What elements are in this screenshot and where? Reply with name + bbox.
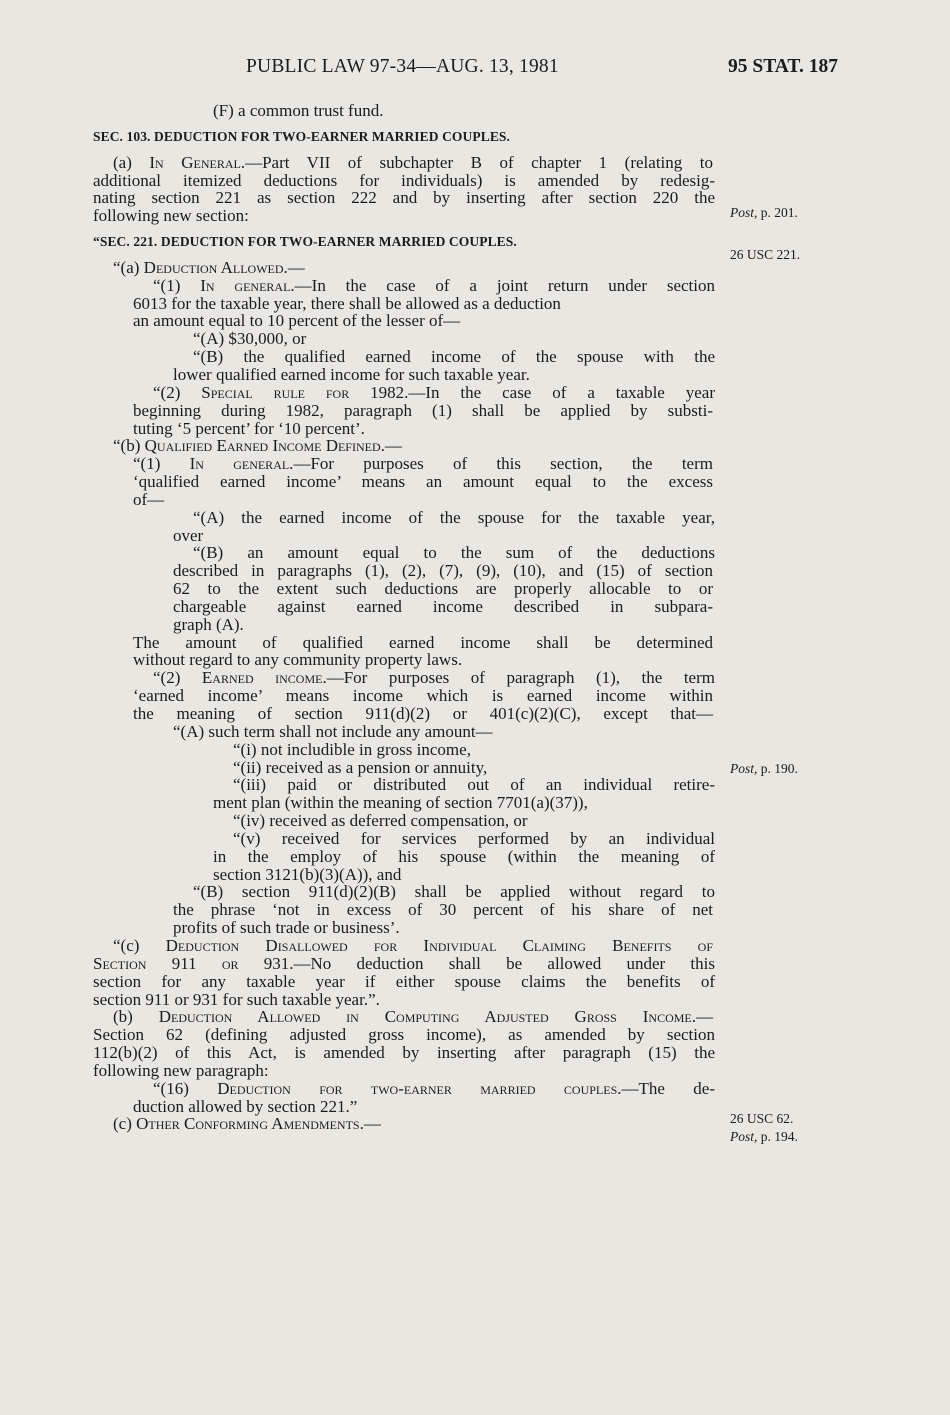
text-line: “(B) the qualified earned income of the spouse with the <box>193 347 715 367</box>
text-line: an amount equal to 10 percent of the lesser of— <box>133 311 461 331</box>
margin-note-post-194: Post, p. 194. <box>730 1129 798 1144</box>
text-line: profits of such trade or business’. <box>173 918 400 938</box>
margin-note-post-201: Post, p. 201. <box>730 205 798 220</box>
text-line: ‘qualified earned income’ means an amount equal to the excess <box>133 472 713 492</box>
text-line: “(iv) received as deferred compensation, or <box>233 811 528 831</box>
text-line: (a) In General.—Part VII of subchapter B of chapter 1 (relating to <box>113 152 713 172</box>
text-line: “(16) Deduction for two-earner married couples.—The de- <box>153 1078 716 1098</box>
text-line: “(A) such term shall not include any amount— <box>173 721 493 741</box>
text-line: section for any taxable year if either spouse claims the benefits of <box>93 971 715 991</box>
text-line: “(ii) received as a pension or annuity, <box>233 757 488 777</box>
text-line: in the employ of his spouse (within the meaning of <box>213 846 715 866</box>
text-line: “(i) not includible in gross income, <box>233 739 471 759</box>
subsection-heading: “(b) Qualified Earned Income Defined.— <box>113 436 402 456</box>
text-line: “(2) Special rule for 1982.—In the case of a taxable year <box>153 382 715 402</box>
section-heading: “SEC. 221. DEDUCTION FOR TWO-EARNER MARRIED COUPLES. <box>93 234 517 250</box>
subsection-heading: “(a) Deduction Allowed.— <box>113 257 305 277</box>
text-line: “(iii) paid or distributed out of an individual retire- <box>233 775 715 795</box>
text-line: ‘earned income’ means income which is earned income within <box>133 686 713 706</box>
text-line: over <box>173 525 204 545</box>
public-law-title: PUBLIC LAW 97-34—AUG. 13, 1981 <box>246 56 559 77</box>
text-line: of— <box>133 489 165 509</box>
text-line: lower qualified earned income for such taxable year. <box>173 364 530 384</box>
text-line: The amount of qualified earned income shall be determined <box>133 632 713 652</box>
text-line: Section 62 (defining adjusted gross income), as amended by section <box>93 1025 715 1045</box>
text-line: Section 911 or 931.—No deduction shall be allowed under this <box>93 953 715 973</box>
text-line: nating section 221 as section 222 and by inserting after section 220 the <box>93 188 715 208</box>
text-line: ment plan (within the meaning of section 7701(a)(37)), <box>213 793 588 813</box>
text-line: without regard to any community property laws. <box>133 650 463 670</box>
margin-note-post-190: Post, p. 190. <box>730 761 798 776</box>
margin-note-26-usc-221: 26 USC 221. <box>730 247 801 262</box>
text-line: (F) a common trust fund. <box>213 101 384 120</box>
text-line: section 3121(b)(3)(A)), and <box>213 864 402 884</box>
text-line: tuting ‘5 percent’ for ‘10 percent’. <box>133 418 365 438</box>
text-line: duction allowed by section 221.” <box>133 1096 358 1116</box>
text-line: section 911 or 931 for such taxable year.”. <box>93 989 380 1009</box>
document-body <box>93 102 715 1133</box>
statute-citation: 95 STAT. 187 <box>728 56 838 77</box>
text-line: “(B) section 911(d)(2)(B) shall be applied without regard to <box>193 882 715 902</box>
text-line: graph (A). <box>173 614 244 634</box>
text-line: following new paragraph: <box>93 1060 269 1080</box>
text-line: “(2) Earned income.—For purposes of paragraph (1), the term <box>153 668 715 688</box>
subsection-heading: (b) Deduction Allowed in Computing Adjusted Gross Income.— <box>113 1007 713 1027</box>
text-line: additional itemized deductions for individuals) is amended by redesig- <box>93 170 715 190</box>
text-line: beginning during 1982, paragraph (1) shall be applied by substi- <box>133 400 713 420</box>
text-line: chargeable against earned income described in subpara- <box>173 596 713 616</box>
text-line: “(1) In general.—In the case of a joint return under section <box>153 275 716 295</box>
text-line: “(v) received for services performed by an individual <box>233 828 715 848</box>
text-line: 112(b)(2) of this Act, is amended by inserting after paragraph (15) the <box>93 1043 715 1063</box>
section-heading: SEC. 103. DEDUCTION FOR TWO-EARNER MARRIED COUPLES. <box>93 128 511 144</box>
text-line: “(B) an amount equal to the sum of the deductions <box>193 543 715 563</box>
text-line: the meaning of section 911(d)(2) or 401(c)(2)(C), except that— <box>133 704 713 723</box>
text-line: 6013 for the taxable year, there shall be allowed as a deduction <box>133 293 561 313</box>
subsection-heading: “(c) Deduction Disallowed for Individual Claiming Benefits of <box>113 935 713 955</box>
text-line: “(A) the earned income of the spouse for the taxable year, <box>193 507 715 527</box>
text-line: following new section: <box>93 206 249 226</box>
text-line: described in paragraphs (1), (2), (7), (9), (10), and (15) of section <box>173 561 713 581</box>
subsection-heading: (c) Other Conforming Amendments.— <box>113 1114 381 1134</box>
text-line: 62 to the extent such deductions are properly allocable to or <box>173 579 713 599</box>
text-line: “(A) $30,000, or <box>193 329 307 349</box>
page-header <box>0 56 950 86</box>
margin-note-26-usc-62: 26 USC 62. <box>730 1111 794 1126</box>
text-line: “(1) In general.—For purposes of this section, the term <box>133 454 713 474</box>
text-line: the phrase ‘not in excess of 30 percent of his share of net <box>173 900 713 920</box>
